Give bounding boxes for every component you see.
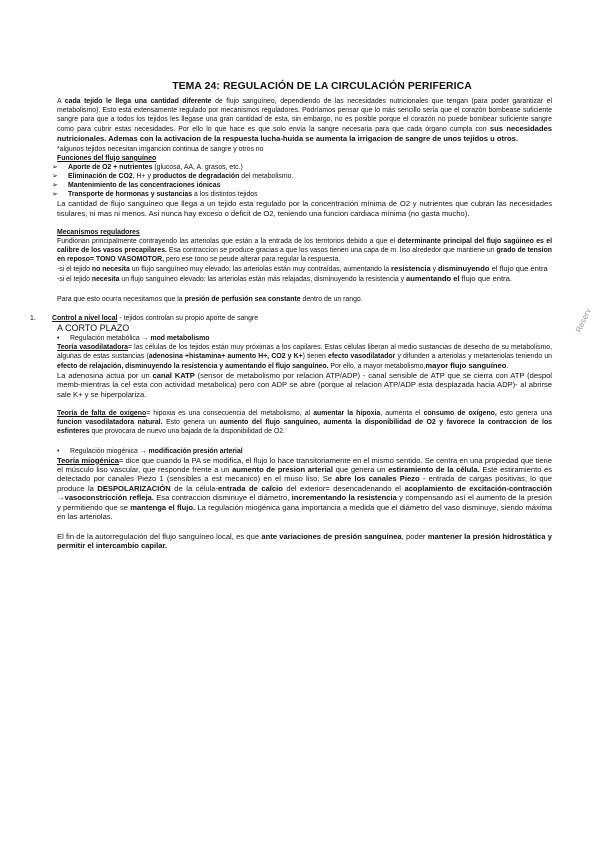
list-item: ➢ Eliminación de CO2, H+ y productos de degradación del metabolismo. bbox=[52, 172, 294, 180]
mecanismos-heading: Mecanismos reguladores bbox=[57, 228, 140, 236]
miogenica-heading: • Regulación miogénica → modificación presión arterial bbox=[57, 447, 243, 455]
presion-paragraph: Para que esto ocurra necesitamos que la presión de perfusión sea constante dentro de un rango. bbox=[57, 295, 363, 303]
teoria-miogenica: Teoría miogénica= dice que cuando la PA se modifica, el flujo lo hace transitoriamente en el mismo sentido. Se centra en una propiedad que tiene el músculo liso vascular, que responde frente a un aumento de presion arterial que genera un estiramiento de la célula. Este estiramiento es detectado por canales Piezo 1 (sensibles a est mecanico) en el muso liso. Se abre los canales Piezo - entrada de cargas positivas, lo que produce la DESPOLARIZACIÓN de la célula-entrada de calcio del exterior= desencadenando el acoplamiento de excitación-contracción →vasoconstricción refleja. Esa contraccion disminuye el diámetro, incrementando la resistencia y compensando así el aumento de la presión y permitiendo que se mantenga el flujo. La regulación miogénica gana importancia a medida que el diámetro del vaso disminuye, siendo máxima en las arteriolas. bbox=[57, 455, 553, 522]
page-title: TEMA 24: REGULACIÓN DE LA CIRCULACIÓN PERIFERICA bbox=[172, 81, 472, 92]
watermark-text: Reserv bbox=[574, 307, 593, 334]
mecanismos-paragraph: Fundionan principalmente contrayendo las arteriolas que están a la entrada de los territorios debido a que el determinante principal del flujo sagúineo es el calibre de los vasos precapilares. Esa contraccion se produce gracias a que los vasos tienen una capa de m. liso alrededor que mantiene un grado de tension en reposo= TONO VASOMOTOR, pero ese tono se peude alterar para regular la respuesta. bbox=[57, 238, 553, 264]
funciones-after: La cantidad de flujo sanguíneo que llega a un tejido esta regulado por la concentración mínima de O2 y nutrientes que cubran las necesidades tisulares, ni mas ni menos. Asi nunca hay exceso o deficit de O2, teniendo una funcion cardiaca mínima (no gasta mucho). bbox=[57, 199, 552, 218]
document-content bbox=[30, 81, 553, 550]
control-local-item: 1. Control a nivel local - tejidos controlan su propio aporte de sangre bbox=[30, 314, 259, 322]
funciones-heading: Funciones del flujo sanguíneo bbox=[57, 154, 157, 162]
funciones-list bbox=[52, 163, 552, 199]
teoria-falta-oxigeno: Teoría de falta de oxígeno= hipoxia es una consecuencia del metabolismo, al aumentar la hipoxia, aumenta el consumo de oxígeno, esto genera una funcion vasodilatadora natural. Esto genera un aumento del flujo sanguíneo, aumenta la disponibilidad de O2 y favorece la contraccion de los esfinteres que provocara de nuevo una bajada de la disponibilidad de O2. bbox=[57, 410, 553, 436]
bullet-arrow-icon: ➢ bbox=[52, 163, 58, 171]
corto-plazo-heading: A CORTO PLAZO bbox=[57, 322, 130, 333]
bullet-arrow-icon: ➢ bbox=[52, 191, 58, 199]
list-item: ➢ Aporte de O2 + nutrientes (glucosa, AA, A. grasos, etc.) bbox=[52, 163, 243, 171]
arrow-right-icon: → bbox=[141, 334, 149, 342]
bullet-dot-icon: • bbox=[57, 334, 60, 342]
teoria-vasodilatadora: Teoría vasodilatadora= las células de los tejidos están muy próximas a los capilares. Estas células liberan al medio sustancias de desecho de su metabolismo, algunas de estas sustancias (adenosina +histamina+ aumento H+, CO2 y K+) tienen efecto vasodilatador y difunden a arteriolas y metarteriolas teniendo un efecto de relajación, disminuyendo la resistencia y aumentando el flujo sanguíneo. Por ello, a mayor metabolismo,mayor flujo sanguíneo. bbox=[57, 343, 552, 370]
list-item: ➢ Transporte de hormonas y sustancias a los distintos tejidos bbox=[52, 191, 258, 199]
list-item: ➢ Mantenimiento de las concentraciones iónicas bbox=[52, 181, 221, 189]
adenosina-paragraph: La adenosina actua por un canal KATP (sensor de metabolismo por relacion ATP/ADP) - canal sensible de ATP que se cierra con ATP (despol memb-mientras la cel esta con actividad metabolica) pero con ADP se abre (porque al relacion ATP/ADP esta desplazada hacia ADP)- al abrirse sale K+ y se hiperpolariza. bbox=[57, 371, 552, 399]
mecanismos-line-2: -si el tejido necesita un flujo sanguíneo elevado: las arteriolas están más relajadas, disminuyendo la resistencia y aumentando el flujo que entra. bbox=[57, 274, 512, 284]
mecanismos-line-1: -si el tejido no necesita un flujo sanguíneo muy elevado: las arteriolas están muy contraídas, aumentando la resistencia y disminuyendo el flujo que entra bbox=[57, 264, 548, 274]
intro-paragraph: A cada tejido le llega una cantidad diferente de flujo sanguíneo, dependiendo de las necesidades nutricionales que tengan (para poder garantizar el metabolismo). Esto está extensamente regulado por mecanismos reguladores. Podríamos pensar que lo más sencillo sería que el corazón bombease suficiente sangre para que a todos los tejidos les llegase una gran cantidad de esta, sin embargo, no es posible porque el corazón no puede bombear suficiente sangre como para cubrir estas necesidades. Por ello lo que hace es que solo envía la sangre necesaria para que cada órgano cumpla con sus necesidades nutricionales. Ademas con la activacion de la respuesta lucha-huida se aumenta la irrigacion de sangre de unos tejidos u otros. bbox=[57, 98, 552, 144]
intro-note: *algunos tejidos necesitan irrigancion continua de sangre y otros no bbox=[57, 145, 264, 153]
bullet-dot-icon: • bbox=[57, 447, 60, 455]
bullet-arrow-icon: ➢ bbox=[52, 172, 58, 180]
bullet-arrow-icon: ➢ bbox=[52, 181, 58, 189]
arrow-right-icon: → bbox=[139, 447, 147, 455]
final-paragraph: El fin de la autorregulación del flujo sanguíneo local, es que ante variaciones de presión sanguínea, poder mantener la presión hidrostática y permitir el intercambio capilar. bbox=[57, 531, 552, 550]
metabolica-heading: • Regulación metabólica → mod metabolismo bbox=[57, 334, 210, 342]
